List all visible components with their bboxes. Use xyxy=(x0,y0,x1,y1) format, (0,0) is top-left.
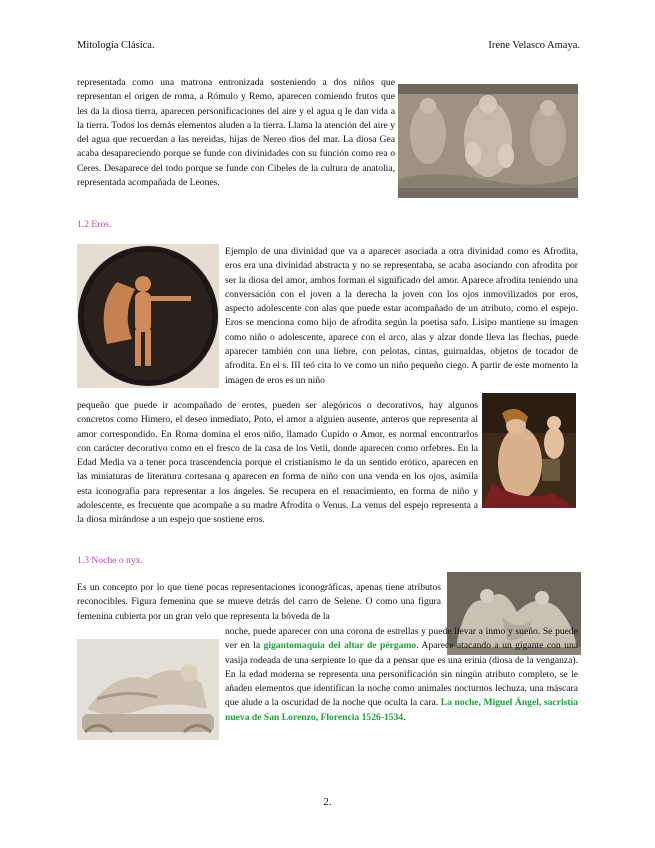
paragraph-eros-top: Ejemplo de una divinidad que va a aparecer asociada a otra divinidad como es Afrodita, eros era una divinidad abstracta y no se representaba, se acaba asociando con afrodita por ser la diosa del amor, ambos forman el significado del amor. Aparece afrodita teniendo una conversación con el joven a la derecha la joven con los ojos inmovilizados por eros, aspecto adolescente con alas que puede estar acompañado de un atributo, como el espejo. Eros se menciona como hijo de afrodita según la poetisa safo. Lisipo mantiene su imagen como niño o adolescente, aparece con el arco, alas y alzar donde lleva las flechas, puede aparecer también con una liebre, con pelotas, cintas, guirnaldas, objetos de tocador de afrodita. En el s. III teó cita lo ve como un niño pequeño ciego. A partir de este momento la imagen de eros es un niño xyxy=(225,246,578,386)
noche-text-part1: noche, puede aparecer con una corona de estrellas y puede llevar a inmo y sueño. Se puede ver en la xyxy=(225,626,578,652)
relief-image xyxy=(398,84,578,198)
la-noche-link[interactable]: La noche, Miguel Ángel, sacristía nueva de San Lorenzo, Florencia 1526-1534 xyxy=(225,697,578,723)
paragraph-noche-bottom xyxy=(225,625,578,725)
section-title-noche: 1.3 Noche o nyx. xyxy=(77,555,143,566)
paragraph-gea: representada como una matrona entronizada sosteniendo a dos niños que representan el origen de roma, a Rómulo y Remo, aparecen comiendo frutos que les da la diosa tierra, aparecen personificaciones del aire y el agua q le dan vida a la tierra. Todos los demás elementos aluden a la tierra. Llama la atención del aire y del agua que recuerdan a las nereidas, hijas de Nereo dios del mar. La diosa Gea acaba desapareciendo porque se funde con divinidades con su función como rea o Ceres. Desaparece del todo porque se funde con Cibeles de la cultura de anatolia, representada acompañada de Leones. xyxy=(77,77,395,189)
header-right-author: Irene Velasco Amaya. xyxy=(488,40,580,51)
noche-text-part2: . Aparece atacando a un gigante con una vasija rodeada de una serpiente lo que da a pensar que es una erinia (diosa de la venganza). En la edad moderna se representa una personificación sin ningún atributo completo, se le añaden elementos que identifican la noche como animales nocturnos lechuza, una máscara que alude a la oscuridad de la noche que oculta la cara. xyxy=(225,640,578,709)
eros-vase-image xyxy=(77,244,219,388)
paragraph-noche-top: Es un concepto por lo que tiene pocas representaciones iconográficas, apenas tiene atributos reconocibles. Figura femenina que se mueve detrás del carro de Selene. O como una figura femenina cubierta por un gran velo que representa la bóveda de la xyxy=(77,582,441,622)
noche-text-end: . xyxy=(403,711,406,723)
header-left-title: Mitología Clásica. xyxy=(77,40,155,51)
section-title-eros: 1.2 Eros. xyxy=(77,219,112,230)
la-noche-sculpture-image xyxy=(77,639,219,740)
gigantomaquia-link[interactable]: gigantomaquia del altar de pérgamo xyxy=(263,640,417,652)
paragraph-eros-middle: pequeño que puede ir acompañado de erotes, pueden ser alegóricos o decorativos, hay algunos concretos como Himero, el deseo inmediato, Poto, el amor a alguien ausente, anteros que representa al amor correspondido. En Roma domina el eros niño, llamado Cupido o Amor, es normal encontrarlos con carácter decorativo como en el fresco de la casa de los Vetii, donde aparecen como orfebres. En la Edad Media va a tener poca trascendencia porque el cristianismo le da un sentido erótico, aparecen en las miniaturas de literatura cortesana q aparecen en forma de niño con una venda en los ojos, asimila esta iconografía para representar a los ángeles. Se recupera en el renacimiento, en forma de niño y adolescente, es frecuente que acompañe a su madre Afrodita o Venus. La venus del espejo representa a la diosa mirándose a un espejo que sostiene eros. xyxy=(77,400,478,526)
page-number: 2. xyxy=(323,796,332,808)
venus-painting-image xyxy=(482,393,576,508)
